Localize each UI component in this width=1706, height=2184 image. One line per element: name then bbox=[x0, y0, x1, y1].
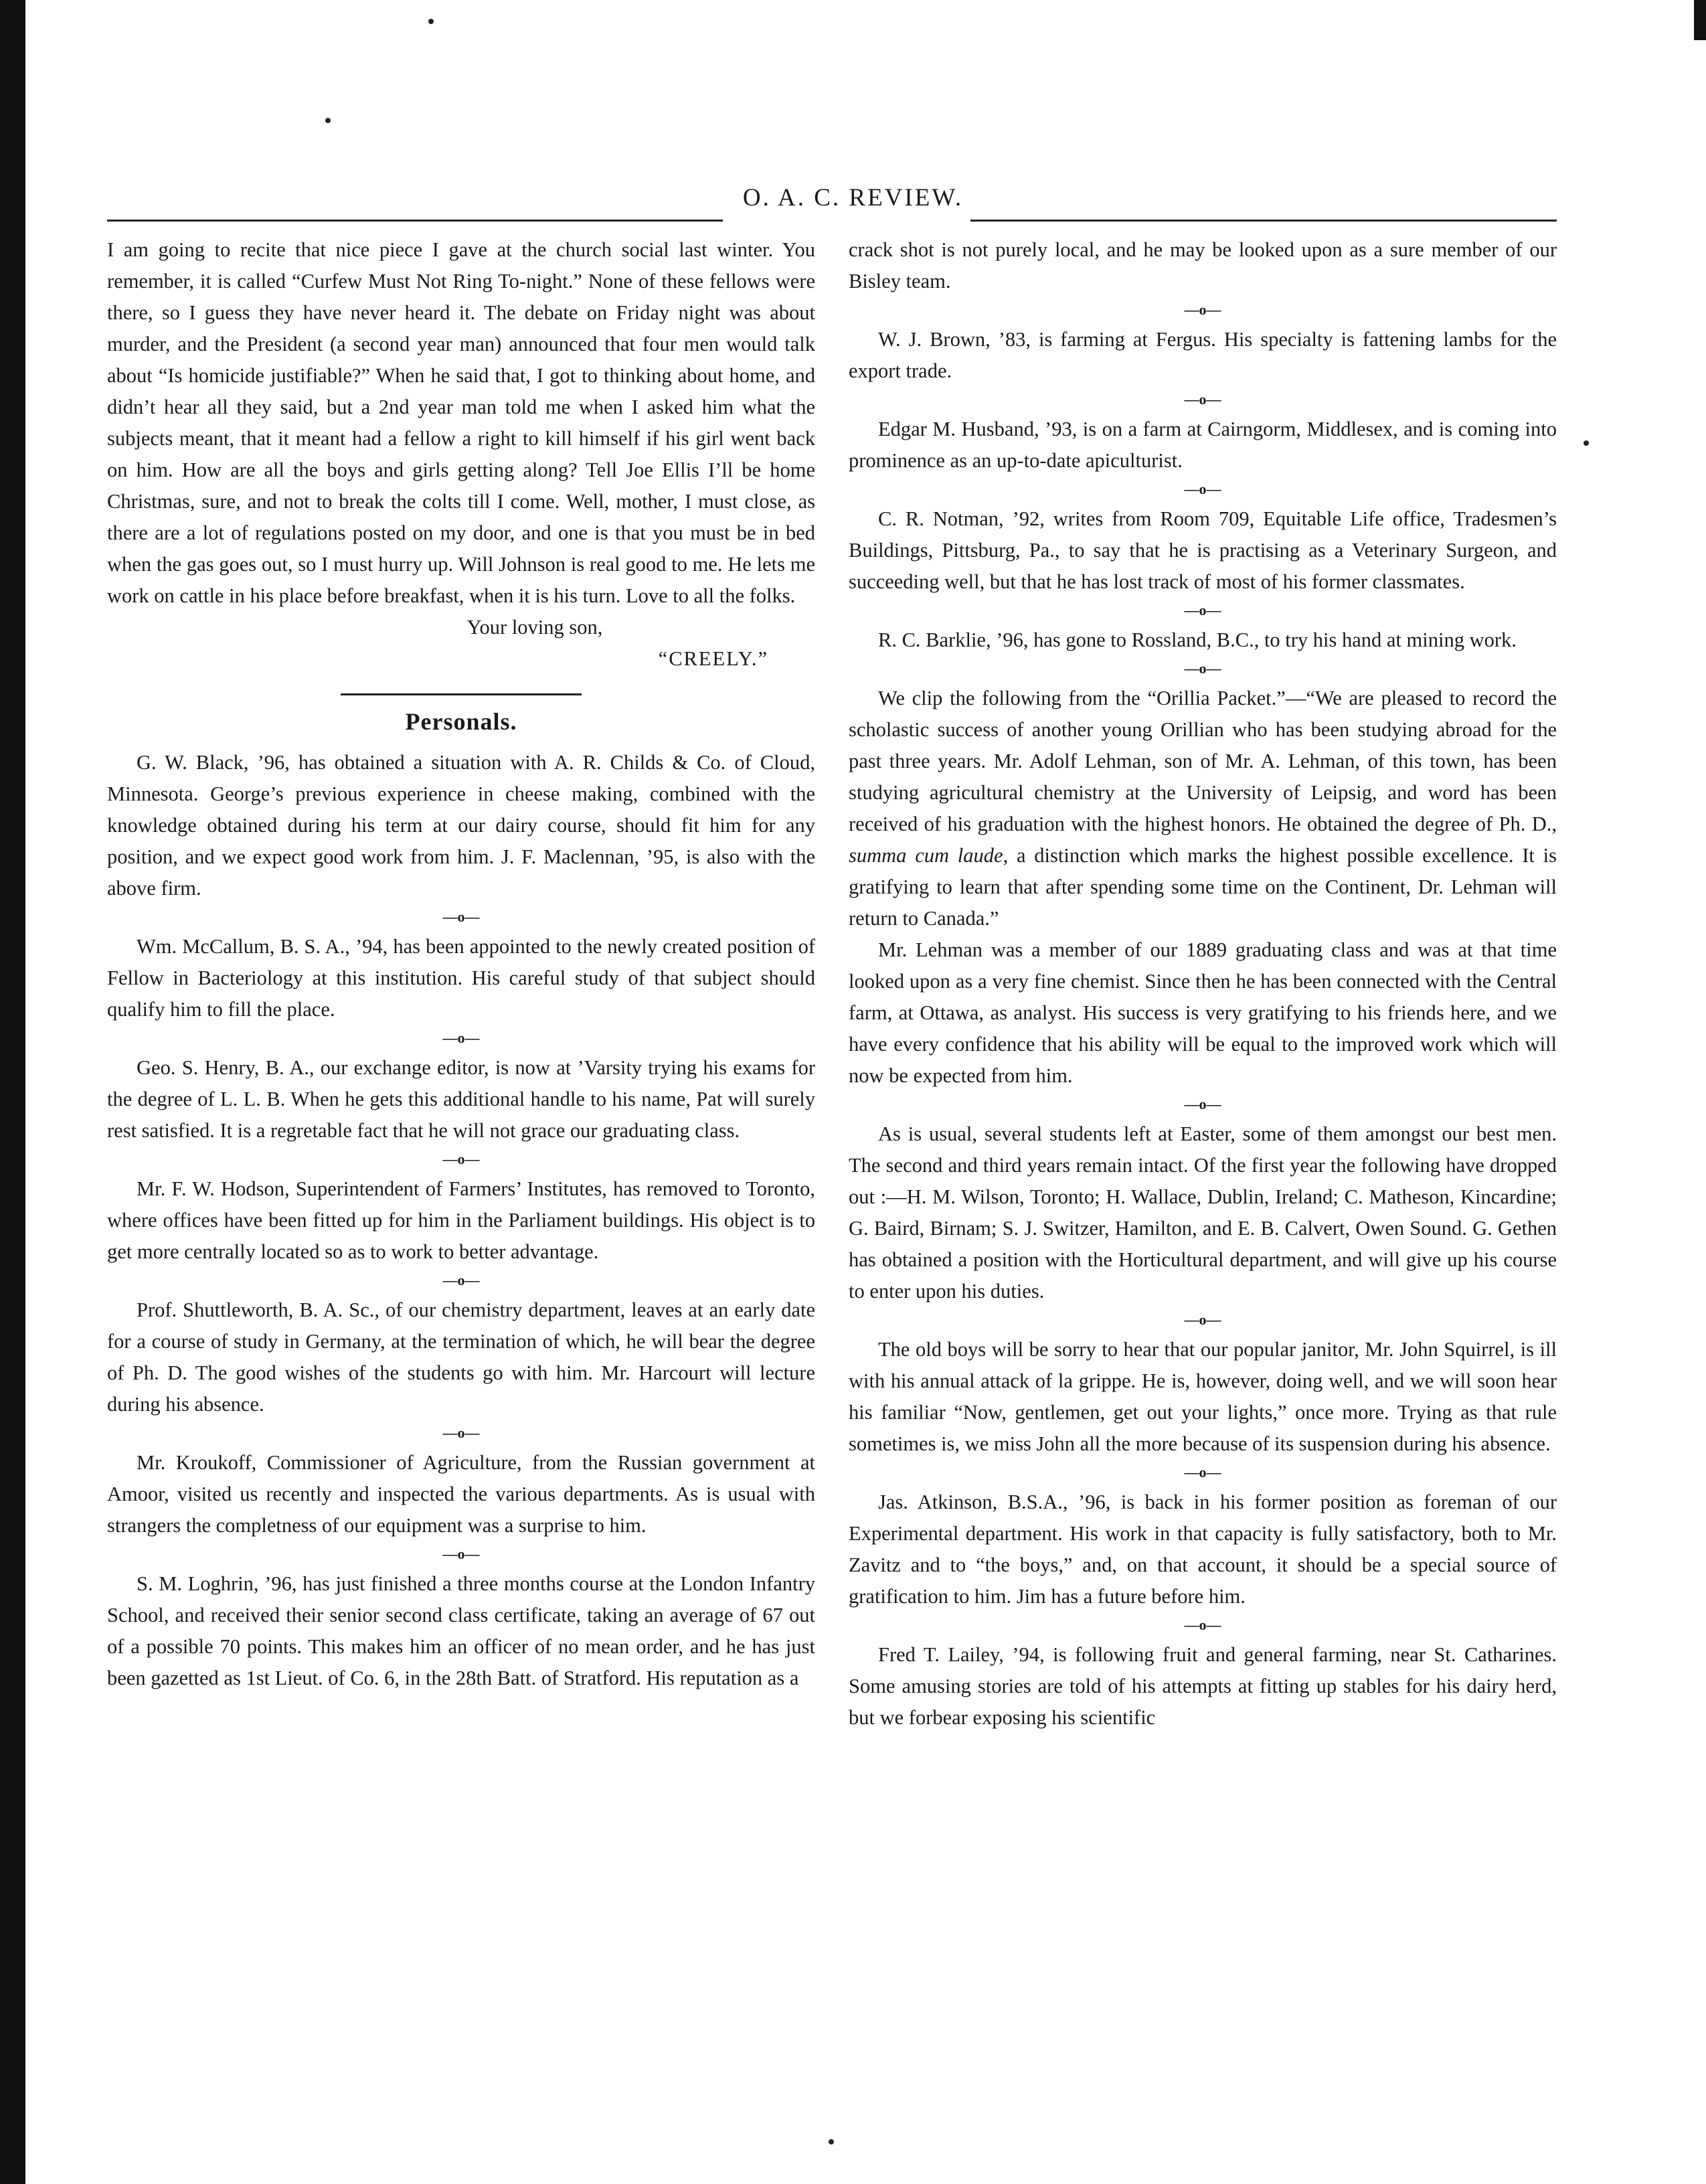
personal-item: Prof. Shuttleworth, B. A. Sc., of our chemistry department, leaves at an early date for a course of study in Germany, at the termination of which, he will bear the degree of Ph. D. The good wishes of the students go with him. Mr. Harcourt will lecture during his absence. bbox=[107, 1298, 815, 1416]
item-separator: —o— bbox=[442, 1151, 480, 1167]
scan-left-border bbox=[0, 0, 25, 2184]
item-separator: —o— bbox=[1184, 1096, 1221, 1112]
item-separator: —o— bbox=[442, 1424, 480, 1441]
personal-item: C. R. Notman, ’92, writes from Room 709, Equitable Life office, Tradesmen’s Buildings, Pittsburg, Pa., to say that he is practising as a Veterinary Surgeon, and succeeding well, but that he has lost track of most of his former classmates. bbox=[849, 507, 1557, 593]
letter-signature: “CREELY.” bbox=[658, 647, 768, 670]
running-title: O. A. C. REVIEW. bbox=[742, 184, 964, 212]
item-separator: —o— bbox=[1184, 660, 1221, 677]
personal-item-clipping bbox=[849, 683, 1557, 934]
personal-item: G. W. Black, ’96, has obtained a situation with A. R. Childs & Co. of Cloud, Minnesota. George’s previous experience in cheese making, combined with the knowledge obtained during his term at our dairy course, should fit him for any position, and we expect good work from him. J. F. Maclennan, ’95, is also with the above firm. bbox=[107, 751, 815, 900]
scan-speck bbox=[1584, 440, 1589, 446]
header-rule-left bbox=[107, 220, 723, 222]
personal-item: crack shot is not purely local, and he may be looked upon as a sure member of our Bisley team. bbox=[849, 238, 1557, 292]
personal-item: Mr. Kroukoff, Commissioner of Agriculture, from the Russian government at Amoor, visited us recently and inspected the various departments. As is usual with strangers the completness of our equipment was a surprise to him. bbox=[107, 1451, 815, 1537]
clipping-text-end: , a distinction which marks the highest possible excellence. It is gratifying to learn that after spending some time on the Continent, Dr. Lehman will return to Canada.” bbox=[849, 844, 1557, 930]
personal-item: Edgar M. Husband, ’93, is on a farm at Cairngorm, Middlesex, and is coming into prominence as an up-to-date apiculturist. bbox=[849, 418, 1557, 472]
item-separator: —o— bbox=[1184, 602, 1221, 618]
letter-body: I am going to recite that nice piece I gave at the church social last winter. You remember, it is called “Curfew Must Not Ring To-night.” None of these fellows were there, so I guess they have never heard it. The debate on Friday night was about murder, and the President (a second year man) announced that four men would talk about “Is homicide justifiable?” When he said that, I got to thinking about home, and didn’t hear all they said, but a 2nd year man told me when I asked him what the subjects meant, that it meant had a fellow a right to kill himself if his girl went back on him. How are all the boys and girls getting along? Tell Joe Ellis I’ll be home Christmas, sure, and not to break the colts till I come. Well, mother, I must close, as there are a lot of regulations posted on my door, and one is that you must be in bed when the gas goes out, so I must hurry up. Will Johnson is real good to me. He lets me work on cattle in his place before breakfast, when it is his turn. Love to all the folks. bbox=[107, 238, 815, 607]
letter-closing: Your loving son, bbox=[466, 616, 603, 639]
personal-item: W. J. Brown, ’83, is farming at Fergus. His specialty is fattening lambs for the export trade. bbox=[849, 328, 1557, 382]
scan-speck bbox=[325, 118, 331, 123]
right-column bbox=[849, 234, 1557, 1734]
personal-item: Mr. Lehman was a member of our 1889 graduating class and was at that time looked upon as a very fine chemist. Since then he has been connected with the Central farm, at Ottawa, as analyst. His success is very gratifying to his friends here, and we have every confidence that his ability will be equal to the improved work which will now be expected from him. bbox=[849, 938, 1557, 1087]
item-separator: —o— bbox=[1184, 1311, 1221, 1328]
scan-right-corner bbox=[1694, 0, 1706, 40]
personal-item: The old boys will be sorry to hear that our popular janitor, Mr. John Squirrel, is ill with his annual attack of la grippe. He is, however, doing well, and we will soon hear his familiar “Now, gentlemen, get out your lights,” once more. Trying as that rule sometimes is, we miss John all the more because of its suspension during his absence. bbox=[849, 1338, 1557, 1455]
item-separator: —o— bbox=[442, 1545, 480, 1562]
personal-item: Wm. McCallum, B. S. A., ’94, has been appointed to the newly created position of Fellow in Bacteriology at this institution. His careful study of that subject should qualify him to fill the place. bbox=[107, 935, 815, 1021]
item-separator: —o— bbox=[1184, 481, 1221, 497]
clipping-text: We clip the following from the “Orillia Packet.”—“We are pleased to record the scholastic success of another young Orillian who has been studying abroad for the past three years. Mr. Adolf Lehman, son of Mr. A. Lehman, of this town, has been studying agricultural chemistry at the University of Leipsig, and word has been received of his graduation with the highest honors. He obtained the degree of Ph. D., bbox=[849, 687, 1557, 835]
item-separator: —o— bbox=[1184, 1464, 1221, 1481]
item-separator: —o— bbox=[442, 908, 480, 925]
item-separator: —o— bbox=[1184, 301, 1221, 318]
clipping-latin: summa cum laude bbox=[849, 844, 1003, 867]
personal-item: Mr. F. W. Hodson, Superintendent of Farmers’ Institutes, has removed to Toronto, where offices have been fitted up for him in the Parliament buildings. His object is to get more centrally located so as to work to better advantage. bbox=[107, 1177, 815, 1263]
item-separator: —o— bbox=[442, 1029, 480, 1046]
item-separator: —o— bbox=[1184, 1616, 1221, 1633]
personal-item: Jas. Atkinson, B.S.A., ’96, is back in his former position as foreman of our Experimental department. His work in that capacity is fully satisfactory, both to Mr. Zavitz and to “the boys,” and, on that account, it should be a special source of gratification to him. Jim has a future before him. bbox=[849, 1491, 1557, 1608]
item-separator: —o— bbox=[1184, 391, 1221, 408]
item-separator: —o— bbox=[442, 1272, 480, 1288]
section-divider bbox=[341, 693, 582, 695]
personal-item: Fred T. Lailey, ’94, is following fruit and general farming, near St. Catharines. Some amusing stories are told of his attempts at fitting up stables for his dairy herd, but we forbear exposing his scientific bbox=[849, 1643, 1557, 1729]
section-title: Personals. bbox=[405, 708, 517, 735]
personal-item: As is usual, several students left at Easter, some of them amongst our best men. The second and third years remain intact. Of the first year the following have dropped out :—H. M. Wilson, Toronto; H. Wallace, Dublin, Ireland; C. Matheson, Kincardine; G. Baird, Birnam; S. J. Switzer, Hamilton, and E. B. Calvert, Owen Sound. G. Gethen has obtained a position with the Horticultural department, and will give up his course to enter upon his duties. bbox=[849, 1122, 1557, 1303]
personal-item: Geo. S. Henry, B. A., our exchange editor, is now at ’Varsity trying his exams for the degree of L. L. B. When he gets this additional handle to his name, Pat will surely rest satisfied. It is a regretable fact that he will not grace our graduating class. bbox=[107, 1056, 815, 1142]
header-rule-right bbox=[970, 220, 1557, 222]
personal-item: R. C. Barklie, ’96, has gone to Rossland, B.C., to try his hand at mining work. bbox=[878, 628, 1517, 651]
personal-item: S. M. Loghrin, ’96, has just finished a three months course at the London Infantry School, and received their senior second class certificate, taking an average of 67 out of a possible 70 points. This makes him an officer of no mean order, and he has just been gazetted as 1st Lieut. of Co. 6, in the 28th Batt. of Stratford. His reputation as a bbox=[107, 1572, 815, 1689]
scan-speck bbox=[428, 19, 434, 24]
left-column bbox=[107, 234, 815, 1694]
scan-speck bbox=[829, 2139, 834, 2145]
